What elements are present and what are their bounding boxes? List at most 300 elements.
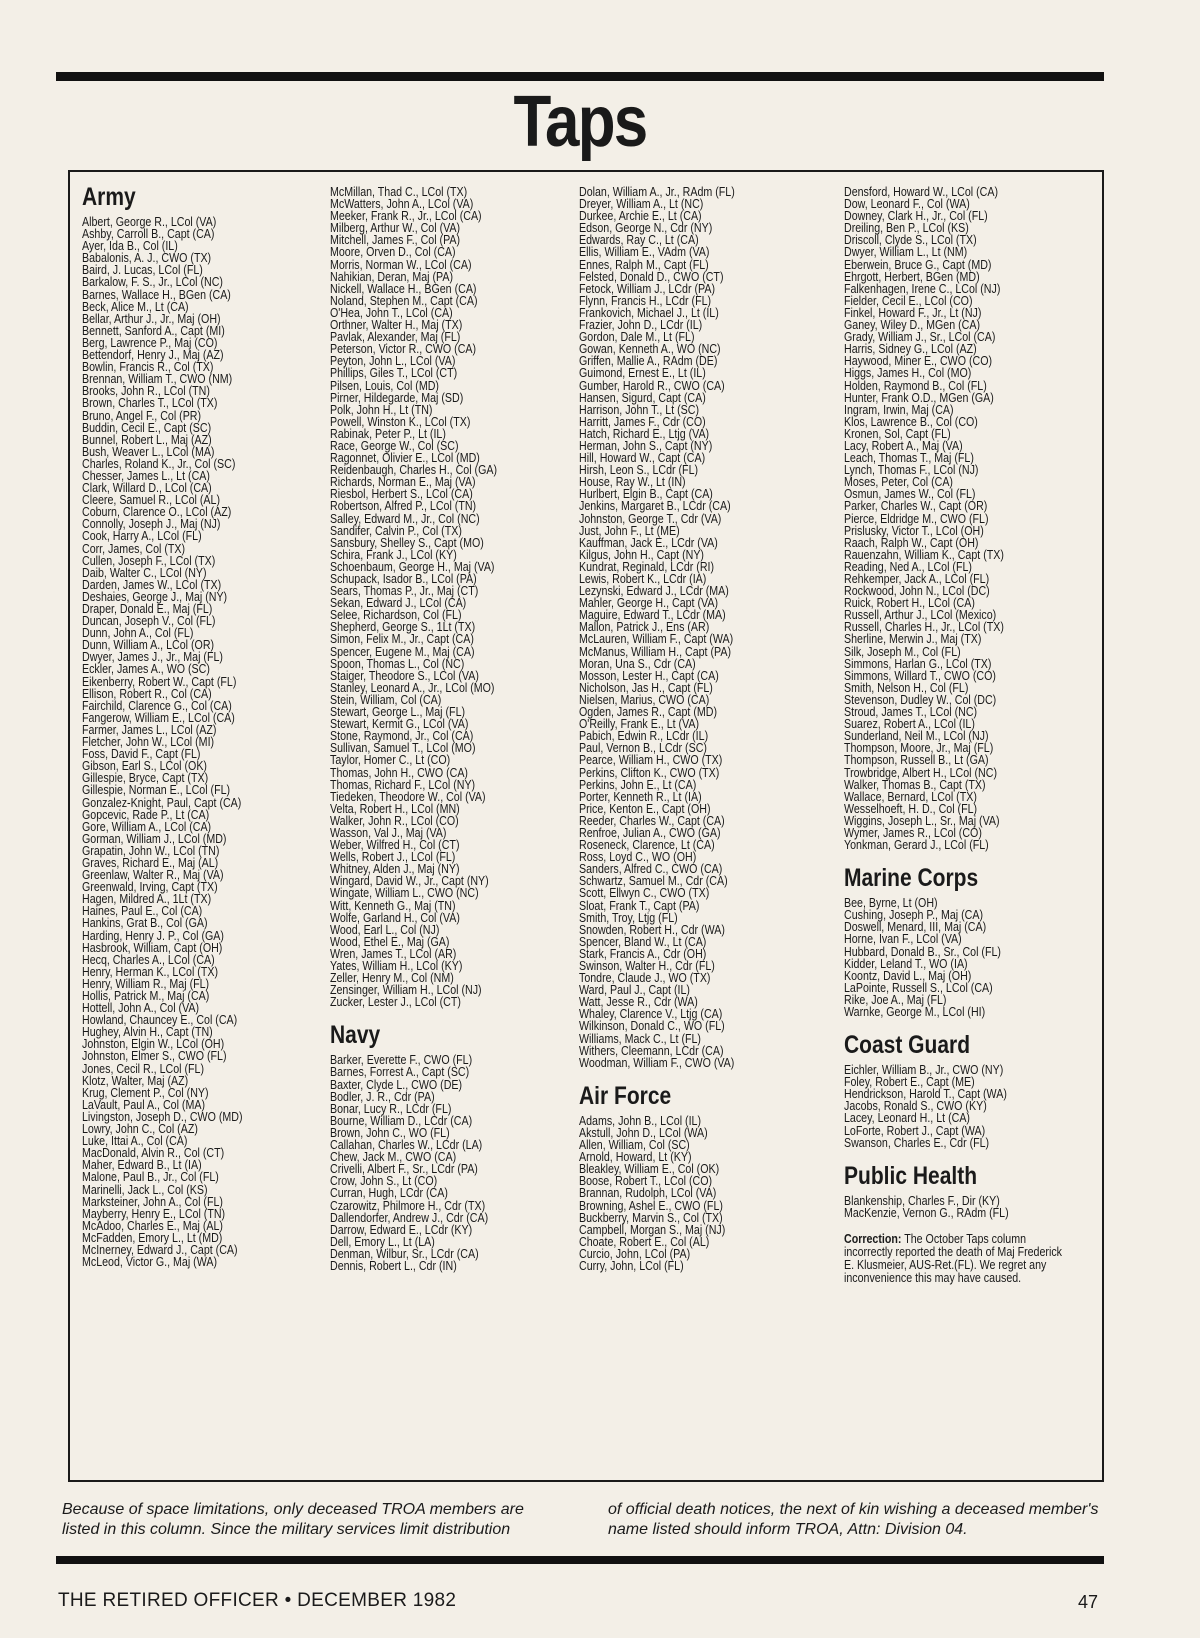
- obituary-entry: Ellis, William E., VAdm (VA): [579, 245, 710, 260]
- obituary-entry: Schira, Frank J., LCol (KY): [330, 547, 457, 562]
- obituary-entry: Schwartz, Samuel M., Cdr (CA): [579, 874, 728, 889]
- obituary-entry: Taylor, Homer C., Lt (CO): [330, 753, 451, 768]
- obituary-entry: McInerney, Edward J., Capt (CA): [82, 1242, 238, 1257]
- obituary-entry: Crow, John S., Lt (CO): [330, 1174, 438, 1189]
- obituary-entry: Chew, Jack M., CWO (CA): [330, 1150, 457, 1165]
- obituary-entry: Edson, George N., Cdr (NY): [579, 221, 713, 236]
- obituary-entry: Stein, William, Col (CA): [330, 692, 442, 707]
- obituary-entry: Schupack, Isador B., LCol (PA): [330, 572, 477, 586]
- obituary-entry: Klotz, Walter, Maj (AZ): [82, 1073, 189, 1088]
- obituary-entry: Kauffman, Jack E., LCdr (VA): [579, 535, 718, 550]
- obituary-entry: Doswell, Menard, III, Maj (CA): [844, 920, 987, 935]
- obituary-entry: Campbell, Morgan S., Maj (NJ): [579, 1222, 726, 1237]
- obituary-entry: Parker, Charles W., Capt (OR): [844, 499, 988, 514]
- obituary-entry: Denman, Wilbur, Sr., LCdr (CA): [330, 1246, 479, 1261]
- obituary-entry: Cullen, Joseph F., LCol (TX): [82, 553, 216, 568]
- obituary-entry: Smith, Nelson H., Col (FL): [844, 680, 969, 695]
- obituary-entry: McLauren, William F., Capt (WA): [579, 632, 734, 647]
- obituary-list: [82, 216, 326, 1268]
- obituary-entry: Smith, Troy, Ltjg (FL): [579, 910, 678, 925]
- obituary-entry: Simon, Felix M., Jr., Capt (CA): [330, 632, 474, 647]
- obituary-entry: Dwyer, James J., Jr., Maj (FL): [82, 650, 223, 665]
- obituary-entry: Babalonis, A. J., CWO (TX): [82, 251, 212, 266]
- obituary-entry: Malone, Paul B., Jr., Col (FL): [82, 1170, 219, 1185]
- obituary-entry: Bodler, J. R., Cdr (PA): [330, 1089, 435, 1104]
- obituary-entry: Snowden, Robert H., Cdr (WA): [579, 922, 725, 937]
- obituary-entry: Fangerow, William E., LCol (CA): [82, 710, 235, 725]
- obituary-entry: Fletcher, John W., LCol (MI): [82, 735, 215, 750]
- obituary-entry: Dreiling, Ben P., LCol (KS): [844, 221, 969, 236]
- obituary-list: [844, 1064, 1088, 1149]
- obituary-entry: Wood, Ethel E., Maj (GA): [330, 934, 450, 949]
- obituary-entry: Hubbard, Donald B., Sr., Col (FL): [844, 944, 1001, 959]
- obituary-entry: Walker, Thomas B., Capt (TX): [844, 777, 986, 792]
- obituary-entry: Dolan, William A., Jr., RAdm (FL): [579, 185, 735, 199]
- obituary-entry: Reading, Ned A., LCol (FL): [844, 559, 972, 574]
- section-heading: Navy: [330, 1021, 381, 1050]
- obituary-entry: Rockwood, John N., LCol (DC): [844, 584, 990, 599]
- obituary-entry: LoForte, Robert J., Capt (WA): [844, 1123, 986, 1138]
- obituary-entry: Koontz, David L., Maj (OH): [844, 968, 972, 983]
- obituary-entry: Greenwald, Irving, Capt (TX): [82, 880, 218, 895]
- obituary-entry: Withers, Cleemann, LCdr (CA): [579, 1043, 724, 1058]
- obituary-entry: Scott, Ellwyn C., CWO (TX): [579, 886, 710, 901]
- obituary-entry: Wingate, William L., CWO (NC): [330, 886, 479, 901]
- obituary-entry: Staiger, Theodore S., LCol (VA): [330, 668, 479, 683]
- obituary-entry: Brown, John C., WO (FL): [330, 1125, 450, 1140]
- obituary-entry: Darden, James W., LCol (TX): [82, 577, 222, 592]
- obituary-entry: Russell, Arthur J., LCol (Mexico): [844, 608, 997, 623]
- obituary-entry: Trowbridge, Albert H., LCol (NC): [844, 765, 997, 780]
- obituary-entry: Grapatin, John W., LCol (TN): [82, 843, 220, 858]
- obituary-entry: Curry, John, LCol (FL): [579, 1258, 684, 1273]
- obituary-entry: Ayer, Ida B., Col (IL): [82, 239, 178, 254]
- column-2: [330, 182, 574, 1272]
- obituary-entry: Brown, Charles T., LCol (TX): [82, 396, 218, 411]
- obituary-entry: House, Ray W., Lt (IN): [579, 475, 686, 490]
- obituary-entry: Pierce, Eldridge M., CWO (FL): [844, 511, 989, 526]
- obituary-entry: Yonkman, Gerard J., LCol (FL): [844, 838, 989, 853]
- obituary-entry: Hendrickson, Harold T., Capt (WA): [844, 1087, 1007, 1102]
- obituary-entry: Deshaies, George J., Maj (NY): [82, 589, 228, 604]
- obituary-entry: Buddin, Cecil E., Capt (SC): [82, 420, 212, 435]
- obituary-entry: Nahikian, Deran, Maj (PA): [330, 269, 454, 284]
- top-rule: [56, 72, 1104, 81]
- obituary-entry: Curran, Hugh, LCdr (CA): [330, 1186, 448, 1201]
- obituary-entry: Stanley, Leonard A., Jr., LCol (MO): [330, 680, 495, 695]
- obituary-list: [579, 1115, 823, 1272]
- obituary-entry: Selee, Richardson, Col (FL): [330, 608, 462, 623]
- obituary-entry: Harritt, James F., Cdr (CO): [579, 414, 706, 429]
- obituary-entry: Sullivan, Samuel T., LCol (MO): [330, 741, 476, 756]
- obituary-entry: Spencer, Eugene M., Maj (CA): [330, 644, 475, 659]
- obituary-entry: Wood, Earl L., Col (NJ): [330, 922, 440, 937]
- obituary-entry: Henry, Herman K., LCol (TX): [82, 964, 219, 979]
- obituary-entry: Barker, Everette F., CWO (FL): [330, 1053, 473, 1068]
- obituary-entry: Kilgus, John H., Capt (NY): [579, 547, 704, 562]
- obituary-entry: Wesselhoeft, H. D., Col (FL): [844, 801, 978, 816]
- obituary-entry: Allen, William, Col (SC): [579, 1138, 690, 1153]
- obituary-entry: Sansbury, Shelley S., Capt (MO): [330, 535, 484, 550]
- obituary-entry: Richards, Norman E., Maj (VA): [330, 475, 476, 490]
- obituary-entry: Orthner, Walter H., Maj (TX): [330, 318, 463, 333]
- obituary-entry: Riesbol, Herbert S., LCol (CA): [330, 487, 473, 502]
- obituary-entry: Marksteiner, John A., Col (FL): [82, 1194, 223, 1209]
- obituary-entry: Johnston, George T., Cdr (VA): [579, 511, 722, 526]
- obituary-entry: Frankovich, Michael J., Lt (IL): [579, 305, 719, 320]
- obituary-entry: Hunter, Frank O.D., MGen (GA): [844, 390, 994, 405]
- page-number: 47: [1078, 1592, 1099, 1612]
- obituary-entry: Pilsen, Louis, Col (MD): [330, 378, 439, 393]
- obituary-entry: Wren, James T., LCol (AR): [330, 946, 457, 961]
- bottom-rule: [56, 1556, 1104, 1564]
- obituary-entry: O'Reilly, Frank E., Lt (VA): [579, 717, 700, 732]
- obituary-entry: Wasson, Val J., Maj (VA): [330, 825, 447, 840]
- obituary-entry: Stewart, Kermit G., LCol (VA): [330, 717, 469, 732]
- obituary-entry: Simmons, Willard T., CWO (CO): [844, 668, 996, 683]
- obituary-entry: Thompson, Russell B., Lt (GA): [844, 753, 989, 768]
- obituary-entry: Gopcevic, Rade P., Lt (CA): [82, 807, 210, 822]
- obituary-entry: Adams, John B., LCol (IL): [579, 1113, 702, 1128]
- obituary-entry: Blankenship, Charles F., Dir (KY): [844, 1193, 1000, 1208]
- obituary-entry: Ruick, Robert H., LCol (CA): [844, 596, 975, 611]
- obituary-entry: Dell, Emory L., Lt (LA): [330, 1234, 435, 1249]
- obituary-entry: Bourne, William D., LCdr (CA): [330, 1113, 473, 1128]
- obituary-entry: Charles, Roland K., Jr., Col (SC): [82, 456, 236, 471]
- obituary-entry: Tiedeken, Theodore W., Col (VA): [330, 789, 486, 804]
- obituary-entry: Pavlak, Alexander, Maj (FL): [330, 330, 461, 345]
- obituary-entry: Velta, Robert H., LCol (MN): [330, 801, 460, 816]
- obituary-entry: Duncan, Joseph V., Col (FL): [82, 614, 216, 629]
- obituary-entry: Gowan, Kenneth A., WO (NC): [579, 342, 721, 357]
- obituary-entry: Griffen, Mallie A., RAdm (DE): [579, 354, 718, 369]
- obituary-entry: Ragonnet, Olivier E., LCol (MD): [330, 451, 480, 466]
- obituary-entry: Ehrgott, Herbert, BGen (MD): [844, 269, 980, 284]
- obituary-entry: Choate, Robert E., Col (AL): [579, 1234, 710, 1249]
- obituary-entry: Haywood, Miner E., CWO (CO): [844, 354, 993, 369]
- obituary-entry: Ashby, Carroll B., Capt (CA): [82, 227, 215, 242]
- section-heading: Marine Corps: [844, 864, 979, 893]
- obituary-entry: Yates, William H., LCol (KY): [330, 959, 463, 973]
- obituary-entry: Foley, Robert E., Capt (ME): [844, 1075, 975, 1090]
- obituary-entry: Howland, Chauncey E., Col (CA): [82, 1013, 238, 1028]
- obituary-entry: Sandifer, Calvin P., Col (TX): [330, 523, 462, 538]
- obituary-entry: Bruno, Angel F., Col (PR): [82, 408, 202, 423]
- obituary-entry: Lacey, Leonard H., Lt (CA): [844, 1111, 970, 1126]
- obituary-entry: Dallendorfer, Andrew J., Cdr (CA): [330, 1210, 489, 1225]
- obituary-entry: Pearce, William H., CWO (TX): [579, 753, 723, 768]
- obituary-entry: Czarowitz, Philmore H., Cdr (TX): [330, 1198, 486, 1213]
- obituary-entry: Noland, Stephen M., Capt (CA): [330, 293, 478, 308]
- obituary-entry: Hatch, Richard E., Ltjg (VA): [579, 426, 710, 441]
- obituary-entry: MacKenzie, Vernon G., RAdm (FL): [844, 1205, 1009, 1220]
- page-title: Taps: [513, 82, 647, 162]
- obituary-entry: Swanson, Charles E., Cdr (FL): [844, 1135, 990, 1150]
- obituary-entry: Sears, Thomas P., Jr., Maj (CT): [330, 584, 479, 599]
- obituary-entry: Callahan, Charles W., LCdr (LA): [330, 1138, 483, 1153]
- obituary-entry: Dreyer, William A., Lt (NC): [579, 197, 704, 212]
- obituary-entry: Hollis, Patrick M., Maj (CA): [82, 989, 210, 1003]
- obituary-entry: Russell, Charles H., Jr., LCol (TX): [844, 620, 1004, 635]
- obituary-entry: Porter, Kenneth R., Lt (IA): [579, 789, 702, 804]
- obituary-entry: Powell, Winston K., LCol (TX): [330, 414, 471, 429]
- obituary-entry: Mitchell, James F., Col (PA): [330, 233, 461, 248]
- obituary-entry: Gore, William A., LCol (CA): [82, 819, 212, 834]
- obituary-entry: Sloat, Frank T., Capt (PA): [579, 898, 700, 913]
- obituary-entry: Woodman, William F., CWO (VA): [579, 1055, 735, 1070]
- obituary-entry: Rike, Joe A., Maj (FL): [844, 992, 947, 1007]
- obituary-entry: Fielder, Cecil E., LCol (CO): [844, 293, 973, 308]
- obituary-entry: Hill, Howard W., Capt (CA): [579, 451, 706, 466]
- obituary-entry: McAdoo, Charles E., Maj (AL): [82, 1218, 223, 1233]
- obituary-entry: Gorman, William J., LCol (MD): [82, 831, 227, 846]
- obituary-entry: Reidenbaugh, Charles H., Col (GA): [330, 463, 498, 478]
- obituary-entry: McFadden, Emory L., Lt (MD): [82, 1230, 223, 1245]
- obituary-entry: Higgs, James H., Col (MO): [844, 366, 972, 381]
- section-heading: Army: [82, 183, 136, 211]
- obituary-entry: Baxter, Clyde L., CWO (DE): [330, 1077, 463, 1092]
- obituary-entry: Stark, Francis A., Cdr (OH): [579, 946, 707, 961]
- obituary-entry: Peyton, John L., LCol (VA): [330, 354, 456, 369]
- obituary-entry: Renfroe, Julian A., CWO (GA): [579, 825, 721, 840]
- section-heading: Public Health: [844, 1161, 978, 1190]
- obituary-entry: Eberwein, Bruce G., Capt (MD): [844, 257, 992, 272]
- obituary-entry: Rabinak, Peter P., Lt (IL): [330, 426, 446, 441]
- obituary-entry: Wilkinson, Donald C., WO (FL): [579, 1019, 725, 1034]
- obituary-entry: Bowlin, Francis R., Col (TX): [82, 360, 214, 375]
- obituary-entry: McManus, William H., Capt (PA): [579, 644, 732, 659]
- section-heading: Coast Guard: [844, 1031, 971, 1060]
- obituary-entry: Hottell, John A., Col (VA): [82, 1001, 200, 1016]
- obituary-entry: Daib, Walter C., LCol (NY): [82, 565, 207, 580]
- obituary-entry: Roseneck, Clarence, Lt (CA): [579, 838, 715, 853]
- obituary-entry: Sekan, Edward J., LCol (CA): [330, 596, 467, 611]
- obituary-entry: Perkins, John E., Lt (CA): [579, 777, 697, 792]
- obituary-entry: Jacobs, Ronald S., CWO (KY): [844, 1099, 987, 1114]
- obituary-entry: Spencer, Bland W., Lt (CA): [579, 934, 707, 949]
- obituary-entry: Race, George W., Col (SC): [330, 438, 459, 453]
- obituary-entry: Tondre, Claude J., WO (TX): [579, 971, 711, 986]
- obituary-entry: Meeker, Frank R., Jr., LCol (CA): [330, 209, 482, 224]
- obituary-entry: Spoon, Thomas L., Col (NC): [330, 656, 465, 671]
- obituary-entry: Price, Kenton E., Capt (OH): [579, 801, 711, 816]
- obituary-entry: Gonzalez-Knight, Paul, Capt (CA): [82, 795, 242, 810]
- obituary-entry: Dwyer, William L., Lt (NM): [844, 245, 968, 260]
- obituary-entry: Pabich, Edwin R., LCdr (IL): [579, 729, 709, 744]
- correction-text: The October Taps column incorrectly reported the death of Maj Frederick E. Klusmeier, AUS-Ret.(FL). We regret any inconvenience this may have caused.: [844, 1231, 1062, 1285]
- obituary-entry: Fetock, William J., LCdr (PA): [579, 281, 716, 296]
- obituary-entry: Morris, Norman W., LCol (CA): [330, 257, 472, 272]
- obituary-entry: Mayberry, Henry E., LCol (TN): [82, 1206, 226, 1221]
- obituary-entry: Watt, Jesse R., Cdr (WA): [579, 995, 698, 1010]
- obituary-entry: Barkalow, F. S., Jr., LCol (NC): [82, 275, 223, 290]
- obituary-entry: Graves, Richard E., Maj (AL): [82, 855, 219, 870]
- obituary-entry: Crivelli, Albert F., Sr., LCdr (PA): [330, 1162, 478, 1177]
- obituary-entry: Lacy, Robert A., Maj (VA): [844, 438, 963, 453]
- obituary-list: [844, 1195, 1088, 1219]
- obituary-entry: Dunn, William A., LCol (OR): [82, 638, 215, 653]
- obituary-entry: O'Hea, John T., LCol (CA): [330, 305, 453, 320]
- obituary-entry: Mosson, Lester H., Capt (CA): [579, 668, 719, 683]
- obituary-entry: Corr, James, Col (TX): [82, 541, 186, 556]
- obituary-entry: Eikenberry, Robert W., Capt (FL): [82, 674, 237, 689]
- obituary-entry: Gillespie, Bryce, Capt (TX): [82, 771, 209, 786]
- obituary-entry: LaPointe, Russell S., LCol (CA): [844, 980, 993, 995]
- obituary-entry: Kundrat, Reginald, LCdr (RI): [579, 559, 715, 574]
- obituary-entry: Ennes, Ralph M., Capt (FL): [579, 257, 709, 272]
- obituary-entry: Zeller, Henry M., Col (NM): [330, 971, 454, 986]
- obituary-entry: Cushing, Joseph P., Maj (CA): [844, 908, 984, 923]
- obituary-entry: Albert, George R., LCol (VA): [82, 215, 217, 229]
- obituary-entry: Pirner, Hildegarde, Maj (SD): [330, 390, 464, 405]
- column-3: [579, 182, 823, 1272]
- obituary-entry: Finkel, Howard F., Jr., Lt (NJ): [844, 305, 982, 320]
- obituary-entry: Paul, Vernon B., LCdr (SC): [579, 741, 707, 756]
- obituary-entry: Darrow, Edward E., LCdr (KY): [330, 1222, 473, 1237]
- obituary-entry: Beck, Alice M., Lt (CA): [82, 299, 189, 314]
- obituary-entry: Stevenson, Dudley W., Col (DC): [844, 692, 997, 707]
- obituary-entry: Osmun, James W., Col (FL): [844, 487, 976, 502]
- obituary-entry: Klos, Lawrence B., Col (CO): [844, 414, 978, 429]
- obituary-entry: Stone, Raymond, Jr., Col (CA): [330, 729, 474, 744]
- obituary-entry: Farmer, James L., LCol (AZ): [82, 722, 217, 737]
- obituary-entry: McMillan, Thad C., LCol (TX): [330, 185, 468, 199]
- obituary-entry: Nicholson, Jas H., Capt (FL): [579, 680, 713, 695]
- obituary-entry: Rauenzahn, William K., Capt (TX): [844, 547, 1004, 562]
- obituary-entry: Coburn, Clarence O., LCol (AZ): [82, 505, 232, 520]
- column-4: [844, 182, 1088, 1285]
- obituary-entry: Lynch, Thomas F., LCol (NJ): [844, 463, 979, 478]
- obituary-entry: Densford, Howard W., LCol (CA): [844, 185, 998, 199]
- obituary-entry: Durkee, Archie E., Lt (CA): [579, 209, 702, 224]
- obituary-entry: Thomas, John H., CWO (CA): [330, 765, 468, 780]
- obituary-entry: Bettendorf, Henry J., Maj (AZ): [82, 348, 224, 363]
- obituary-entry: Bleakley, William E., Col (OK): [579, 1162, 720, 1177]
- obituary-entry: Walker, John R., LCol (CO): [330, 813, 459, 828]
- obituary-entry: Gordon, Dale M., Lt (FL): [579, 330, 695, 345]
- obituary-entry: Peterson, Victor R., CWO (CA): [330, 342, 477, 357]
- obituary-entry: Lewis, Robert K., LCdr (IA): [579, 572, 707, 586]
- obituary-entry: Boose, Robert T., LCol (CO): [579, 1174, 713, 1189]
- obituary-entry: Nielsen, Marius, CWO (CA): [579, 692, 710, 707]
- obituary-entry: Bee, Byrne, Lt (OH): [844, 896, 938, 911]
- obituary-entry: Horne, Ivan F., LCol (VA): [844, 932, 962, 947]
- obituary-entry: Clark, Willard D., LCol (CA): [82, 481, 212, 496]
- obituary-entry: Dow, Leonard F., Col (WA): [844, 197, 970, 212]
- obituary-entry: Moran, Una S., Cdr (CA): [579, 656, 696, 671]
- obituary-entry: Barnes, Forrest A., Capt (SC): [330, 1065, 470, 1080]
- obituary-entry: Ogden, James R., Capt (MD): [579, 705, 717, 720]
- obituary-entry: Herman, John S., Capt (NY): [579, 438, 713, 453]
- space-limitations-note-left: Because of space limitations, only deceased TROA members are listed in this column. Since the military services limit distribution: [62, 1501, 524, 1538]
- obituary-entry: Barnes, Wallace H., BGen (CA): [82, 287, 231, 302]
- obituary-entry: Hughey, Alvin H., Capt (TN): [82, 1025, 213, 1040]
- obituary-entry: Wells, Robert J., LCol (FL): [330, 850, 456, 865]
- obituary-entry: Johnston, Elmer S., CWO (FL): [82, 1049, 227, 1064]
- obituary-list: [330, 1054, 574, 1272]
- obituary-entry: Swinson, Walter H., Cdr (FL): [579, 959, 715, 973]
- obituary-entry: Whaley, Clarence V., Ltjg (CA): [579, 1007, 723, 1022]
- obituary-entry: Moore, Orven D., Col (CA): [330, 245, 456, 260]
- obituary-list: [844, 897, 1088, 1018]
- space-limitations-note-right: of official death notices, the next of kin wishing a deceased member's name listed should inform TROA, Attn: Division 04.: [608, 1501, 1099, 1538]
- obituary-entry: Buckberry, Marvin S., Col (TX): [579, 1210, 723, 1225]
- obituary-entry: Kronen, Sol, Capt (FL): [844, 426, 951, 441]
- obituary-entry: Schoenbaum, George H., Maj (VA): [330, 559, 495, 574]
- obituary-entry: Shepherd, George S., 1Lt (TX): [330, 620, 476, 635]
- obituary-entry: Milberg, Arthur W., Col (VA): [330, 221, 461, 236]
- obituary-entry: Robertson, Alfred P., LCol (TN): [330, 499, 477, 514]
- obituary-entry: Downey, Clark H., Jr., Col (FL): [844, 209, 988, 224]
- obituary-entry: Jenkins, Margaret B., LCdr (CA): [579, 499, 731, 514]
- obituary-entry: Brooks, John R., LCol (TN): [82, 384, 210, 399]
- obituary-entry: Hansen, Sigurd, Capt (CA): [579, 390, 706, 405]
- obituary-list: [844, 186, 1088, 851]
- obituary-entry: Mahler, George H., Capt (VA): [579, 596, 718, 611]
- obituary-entry: Prislusky, Victor T., LCol (OH): [844, 523, 984, 538]
- obituary-entry: Rehkemper, Jack A., LCol (FL): [844, 572, 990, 586]
- obituary-entry: Suarez, Robert A., LCol (IL): [844, 717, 975, 732]
- obituary-entry: Maher, Edward B., Lt (IA): [82, 1158, 202, 1173]
- obituary-entry: Fairchild, Clarence G., Col (CA): [82, 698, 232, 713]
- obituary-entry: McWatters, John A., LCol (VA): [330, 197, 474, 212]
- obituary-entry: Sherline, Merwin J., Maj (TX): [844, 632, 982, 647]
- obituary-entry: Zucker, Lester J., LCol (CT): [330, 995, 461, 1010]
- obituary-entry: Wingard, David W., Jr., Capt (NY): [330, 874, 489, 889]
- obituary-entry: Holden, Raymond B., Col (FL): [844, 378, 987, 393]
- obituary-entry: Bush, Weaver L., LCol (MA): [82, 444, 215, 459]
- footer-publication: THE RETIRED OFFICER • DECEMBER 1982: [58, 1590, 457, 1611]
- obituary-entry: Chesser, James L., Lt (CA): [82, 468, 210, 483]
- obituary-entry: Bunnel, Robert L., Maj (AZ): [82, 432, 212, 447]
- obituary-entry: Bonar, Lucy R., LCdr (FL): [330, 1101, 452, 1116]
- obituary-entry: Phillips, Giles T., LCol (CT): [330, 366, 458, 381]
- obituary-entry: Lowry, John C., Col (AZ): [82, 1122, 198, 1137]
- obituary-entry: Wallace, Bernard, LCol (TX): [844, 789, 977, 804]
- obituary-entry: Krug, Clement P., Col (NY): [82, 1085, 209, 1100]
- obituary-entry: Weber, Wilfred H., Col (CT): [330, 838, 460, 853]
- correction-label: Correction:: [844, 1231, 902, 1246]
- obituary-entry: Hankins, Grat B., Col (GA): [82, 916, 208, 931]
- obituary-entry: Nickell, Wallace H., BGen (CA): [330, 281, 477, 296]
- obituary-entry: Harding, Henry J. P., Col (GA): [82, 928, 224, 943]
- obituary-entry: Polk, John H., Lt (TN): [330, 402, 433, 417]
- obituary-entry: Curcio, John, LCol (PA): [579, 1246, 691, 1261]
- obituary-entry: Wolfe, Garland H., Col (VA): [330, 910, 460, 925]
- obituary-entry: Mallon, Patrick J., Ens (AR): [579, 620, 710, 635]
- obituary-entry: Thomas, Richard F., LCol (NY): [330, 777, 476, 792]
- obituary-list: [330, 186, 574, 1008]
- obituary-entry: Williams, Mack C., Lt (FL): [579, 1031, 701, 1046]
- obituary-entry: Ingram, Irwin, Maj (CA): [844, 402, 954, 417]
- obituary-entry: Just, John F., Lt (ME): [579, 523, 680, 538]
- obituary-entry: Connolly, Joseph J., Maj (NJ): [82, 517, 221, 532]
- obituary-entry: Baird, J. Lucas, LCol (FL): [82, 263, 203, 278]
- obituary-entry: Bennett, Sanford A., Capt (MI): [82, 323, 225, 338]
- section-heading: Air Force: [579, 1081, 672, 1110]
- obituary-entry: Gumber, Harold R., CWO (CA): [579, 378, 725, 393]
- obituary-entry: Cleere, Samuel R., LCol (AL): [82, 493, 221, 508]
- obituary-entry: Haines, Paul E., Col (CA): [82, 904, 203, 919]
- obituary-entry: Whitney, Alden J., Maj (NY): [330, 862, 460, 877]
- obituary-entry: Ganey, Wiley D., MGen (CA): [844, 318, 981, 333]
- obituary-entry: Kidder, Leland T., WO (IA): [844, 956, 968, 971]
- obituary-entry: Jones, Cecil R., LCol (FL): [82, 1061, 205, 1076]
- correction-notice: [844, 1233, 1071, 1285]
- obituary-entry: Zensinger, William H., LCol (NJ): [330, 983, 482, 998]
- obituary-entry: Salley, Edward M., Jr., Col (NC): [330, 511, 480, 526]
- obituary-entry: LaVault, Paul A., Col (MA): [82, 1097, 206, 1112]
